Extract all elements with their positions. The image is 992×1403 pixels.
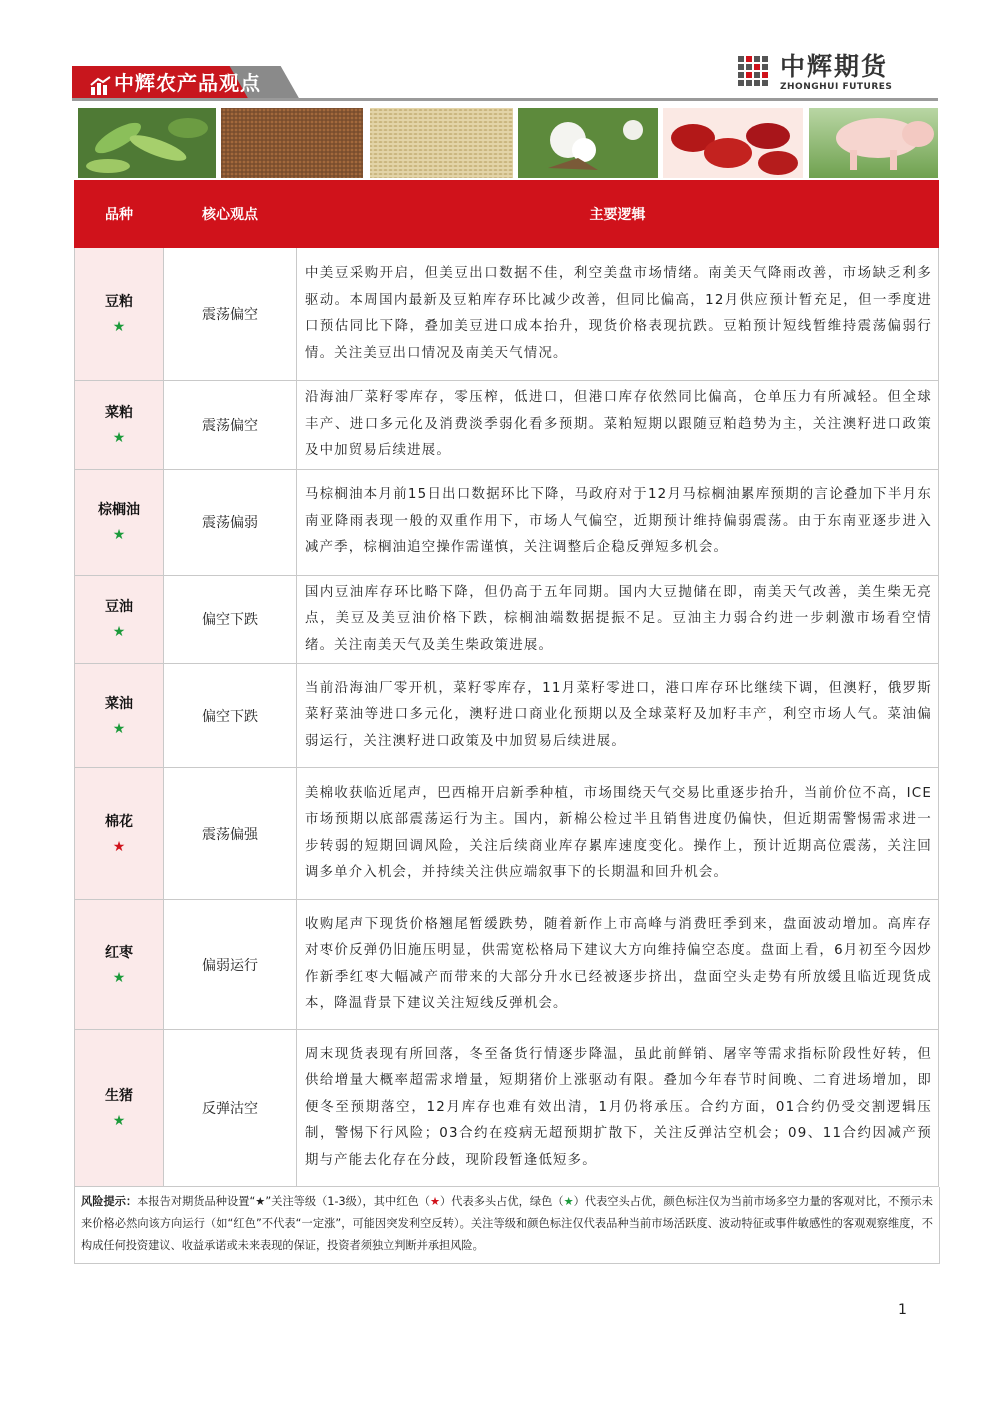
pig-photo — [809, 108, 938, 178]
star-icon: ★ — [112, 838, 126, 855]
star-icon: ★ — [112, 624, 126, 641]
table-row — [75, 768, 939, 900]
kind-label: 红枣 — [105, 944, 133, 961]
kind-cell — [75, 664, 164, 768]
view-cell: 震荡偏弱 — [164, 469, 297, 575]
logo-mark-icon — [738, 54, 772, 88]
header-divider — [72, 98, 938, 101]
table-row — [75, 248, 939, 381]
header-kind: 品种 — [75, 181, 164, 248]
table-row — [75, 469, 939, 575]
commodity-view-table — [74, 180, 938, 1264]
view-cell: 震荡偏空 — [164, 248, 297, 381]
kind-label: 菜粕 — [105, 404, 133, 421]
risk-text-2: ）代表多头占优，绿色（ — [440, 1195, 564, 1208]
commodity-photo-strip — [78, 108, 938, 178]
logic-cell: 中美豆采购开启，但美豆出口数据不佳，利空美盘市场情绪。南美天气降雨改善，市场缺乏利多驱动。本周国内最新及豆粕库存环比减少改善，但同比偏高，12月供应预计暂充足，但一季度进口预估同比下降，叠加美豆进口成本抬升，现货价格表现抗跌。豆粕预计短线暂维持震荡偏弱行情。关注美豆出口情况及南美天气情况。 — [297, 248, 939, 381]
logic-cell: 国内豆油库存环比略下降，但仍高于五年同期。国内大豆抛储在即，南美天气改善，美生柴无亮点，美豆及美豆油价格下跌，棕榈油端数据提振不足。豆油主力弱合约进一步刺激市场看空情绪。关注南美天气及美生柴政策进展。 — [297, 575, 939, 664]
logic-cell: 美棉收获临近尾声，巴西棉开启新季种植，市场围绕天气交易比重逐步抬升，当前价位不高，ICE市场预期以底部震荡运行为主。国内，新棉公检过半且销售进度仍偏快，但近期需警惕需求进一步转弱的短期回调风险，关注后续商业库存累库速度变化。操作上，预计近期高位震荡，关注回调多单介入机会，并持续关注供应端叙事下的长期温和回升机会。 — [297, 768, 939, 900]
header-view: 核心观点 — [164, 181, 297, 248]
logic-cell: 收购尾声下现货价格翘尾暂缓跌势，随着新作上市高峰与消费旺季到来，盘面波动增加。高库存对枣价反弹仍旧施压明显，供需宽松格局下建议大方向维持偏空态度。盘面上看，6月初至今因炒作新季红枣大幅减产而带来的大部分升水已经被逐步挤出，盘面空头走势有所放缓且临近现货成本，降温背景下建议关注短线反弹机会。 — [297, 900, 939, 1030]
page-number: 1 — [898, 1302, 907, 1318]
table-row — [75, 381, 939, 470]
star-icon: ★ — [112, 527, 126, 543]
risk-text-1: 本报告对期货品种设置“★”关注等级（1-3级），其中红色（ — [137, 1195, 430, 1208]
views-table — [74, 180, 939, 1187]
logic-cell: 当前沿海油厂零开机，菜籽零库存，11月菜籽零进口，港口库存环比继续下调，但澳籽，俄罗斯菜籽菜油等进口多元化，澳籽进口商业化预期以及全球菜籽及加籽丰产，利空市场人气。菜油偏弱运行，关注澳籽进口政策及中加贸易后续进展。 — [297, 664, 939, 768]
kind-label: 生猪 — [105, 1088, 133, 1104]
view-cell: 震荡偏空 — [164, 381, 297, 470]
view-cell: 偏空下跌 — [164, 575, 297, 664]
view-cell: 震荡偏强 — [164, 768, 297, 900]
soybean-plant-photo — [78, 108, 216, 178]
brand-subtitle: ZHONGHUI FUTURES — [780, 82, 893, 92]
star-icon: ★ — [112, 1113, 126, 1129]
kind-cell — [75, 900, 164, 1030]
kind-cell — [75, 381, 164, 470]
view-cell: 反弹沽空 — [164, 1030, 297, 1187]
kind-cell — [75, 469, 164, 575]
red-dates-photo — [663, 108, 803, 178]
kind-label: 菜油 — [105, 695, 133, 712]
view-cell: 偏空下跌 — [164, 664, 297, 768]
logic-cell: 周末现货表现有所回落，冬至备货行情逐步降温，虽此前鲜销、屠宰等需求指标阶段性好转，但供给增量大概率超需求增量，短期猪价上涨驱动有限。叠加今年春节时间晚、二育进场增加，即便冬至预期落空，12月库存也难有效出清，1月仍将承压。合约方面，01合约仍受交割逻辑压制，警惕下行风险；03合约在疫病无超预期扩散下，关注反弹沽空机会；09、11合约因减产预期与产能去化存在分歧，现阶段暂逢低短多。 — [297, 1030, 939, 1187]
green-star-icon: ★ — [563, 1195, 574, 1208]
star-icon: ★ — [112, 429, 126, 446]
section-title: 中辉农产品观点 — [114, 71, 261, 95]
kind-label: 棕榈油 — [98, 502, 140, 518]
risk-disclaimer — [74, 1187, 940, 1264]
kind-cell — [75, 768, 164, 900]
risk-text-3: ）代表空头占优，颜色标注仅为当前市场多空力量的客观对比，不预示未来价格必然向该方向运行（如“红色”不代表“一定涨”，可能因突发利空反转）。关注等级和颜色标注仅代表品种当前市场活跃度、波动特征或事件敏感性的客观观察维度，不构成任何投资建议、收益承诺或未来表现的保证，投资者须独立判断并承担风险。 — [81, 1195, 933, 1252]
star-icon: ★ — [112, 319, 126, 335]
table-row — [75, 664, 939, 768]
star-icon: ★ — [112, 969, 126, 986]
risk-label: 风险提示： — [81, 1195, 138, 1208]
kind-label: 豆粕 — [105, 294, 133, 310]
brand-logo — [738, 52, 938, 94]
table-row — [75, 900, 939, 1030]
cotton-photo — [518, 108, 658, 178]
kind-cell — [75, 248, 164, 381]
brand-name: 中辉期货 — [780, 52, 889, 81]
table-row — [75, 1030, 939, 1187]
logic-cell: 沿海油厂菜籽零库存，零压榨，低进口，但港口库存依然同比偏高，仓单压力有所减轻。但全球丰产、进口多元化及消费淡季弱化看多预期。菜粕短期以跟随豆粕趋势为主，关注澳籽进口政策及中加贸易后续进展。 — [297, 381, 939, 470]
red-star-icon: ★ — [429, 1195, 441, 1208]
kind-cell — [75, 575, 164, 664]
kind-label: 豆油 — [105, 599, 133, 616]
header-logic: 主要逻辑 — [297, 181, 939, 248]
star-icon: ★ — [112, 720, 126, 737]
logic-cell: 马棕榈油本月前15日出口数据环比下降，马政府对于12月马棕榈油累库预期的言论叠加下半月东南亚降雨表现一般的双重作用下，市场人气偏空，近期预计维持偏弱震荡。由于东南亚逐步进入减产季，棕榈油追空操作需谨慎，关注调整后企稳反弹短多机会。 — [297, 469, 939, 575]
view-cell: 偏弱运行 — [164, 900, 297, 1030]
kind-cell — [75, 1030, 164, 1187]
table-row — [75, 575, 939, 664]
table-header-row — [75, 181, 939, 248]
soymeal-photo — [370, 108, 513, 178]
kind-label: 棉花 — [105, 813, 133, 830]
rapeseed-grains-photo — [221, 108, 363, 178]
